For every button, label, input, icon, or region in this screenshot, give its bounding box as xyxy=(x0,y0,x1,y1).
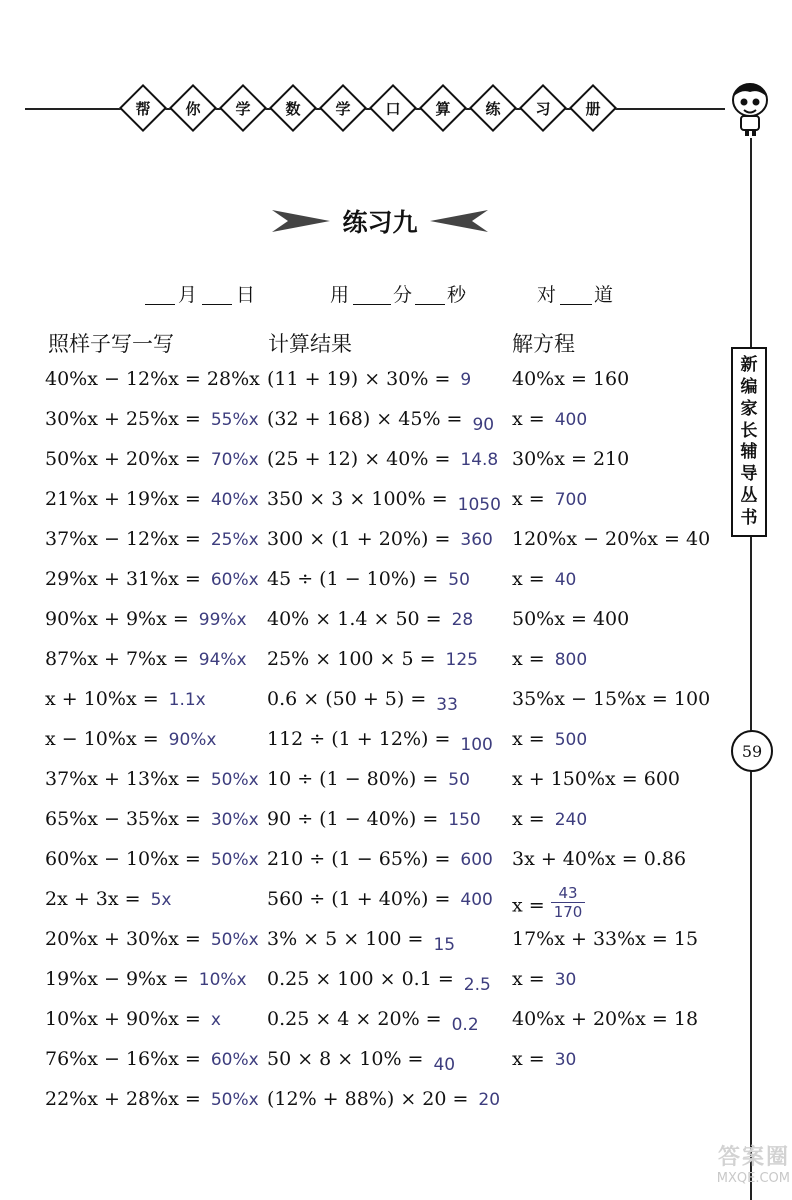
handwritten-answer: 60%x xyxy=(210,1050,259,1070)
handwritten-answer: 400 xyxy=(460,890,493,910)
example-cell xyxy=(45,1048,259,1070)
handwritten-answer: 600 xyxy=(460,850,493,870)
handwritten-answer: 90 xyxy=(472,415,495,435)
equation-cell xyxy=(512,1048,576,1070)
question-text: 37%x − 12%x = xyxy=(45,528,201,550)
handwritten-answer: 10%x xyxy=(198,970,247,990)
handwritten-answer: 15 xyxy=(433,935,456,955)
correct-label: 对 xyxy=(537,284,557,306)
seconds-blank[interactable] xyxy=(415,304,445,305)
title-block xyxy=(270,196,490,246)
banner-diamond xyxy=(468,85,518,131)
watermark-url: MXQE.COM xyxy=(716,1171,790,1186)
banner-char: 学 xyxy=(335,99,351,118)
compute-cell xyxy=(267,888,493,910)
question-text: x + 10%x = xyxy=(45,688,159,710)
question-text: x = xyxy=(512,808,545,830)
banner-diamond xyxy=(318,85,368,131)
compute-cell xyxy=(267,808,481,830)
compute-cell xyxy=(267,968,491,995)
banner-diamond xyxy=(268,85,318,131)
question-text: 22%x + 28%x = xyxy=(45,1088,201,1110)
question-text: 90%x + 9%x = xyxy=(45,608,189,630)
question-text: 3x + 40%x = 0.86 xyxy=(512,848,687,870)
handwritten-answer: 94%x xyxy=(198,650,247,670)
handwritten-answer: 25%x xyxy=(210,530,259,550)
handwritten-answer: 400 xyxy=(554,410,588,430)
question-text: 37%x + 13%x = xyxy=(45,768,201,790)
equation-cell xyxy=(512,528,710,550)
equation-cell xyxy=(512,368,629,390)
question-text: 40%x − 12%x = 28%x xyxy=(45,368,260,390)
equation-cell xyxy=(512,648,587,670)
compute-cell xyxy=(267,1008,479,1035)
banner-diamond xyxy=(368,85,418,131)
question-text: 40%x + 20%x = 18 xyxy=(512,1008,699,1030)
handwritten-answer: 1050 xyxy=(457,495,501,515)
handwritten-answer: 40%x xyxy=(210,490,259,510)
handwritten-answer: 700 xyxy=(554,490,588,510)
example-cell xyxy=(45,848,259,870)
banner-diamond xyxy=(218,85,268,131)
mascot-icon xyxy=(725,80,775,138)
equation-cell xyxy=(512,608,629,630)
handwritten-answer: 70%x xyxy=(210,450,259,470)
equation-cell xyxy=(512,688,710,710)
use-label: 用 xyxy=(330,284,350,306)
banner-char: 练 xyxy=(485,99,501,118)
example-cell xyxy=(45,448,259,470)
banner-char: 算 xyxy=(435,99,451,118)
example-cell xyxy=(45,888,171,910)
date-line xyxy=(0,280,792,310)
fraction-denominator: 170 xyxy=(553,903,583,921)
handwritten-answer: 50%x xyxy=(210,850,259,870)
question-text: 20%x + 30%x = xyxy=(45,928,201,950)
handwritten-answer: 40 xyxy=(433,1055,456,1075)
question-text: 87%x + 7%x = xyxy=(45,648,189,670)
section-header-examples: 照样子写一写 xyxy=(48,332,174,356)
exercise-row xyxy=(0,968,792,1008)
correct-blank[interactable] xyxy=(560,304,592,305)
equation-cell xyxy=(512,808,587,830)
minutes-label: 分 xyxy=(393,284,413,306)
compute-cell xyxy=(267,448,498,470)
handwritten-answer: 60%x xyxy=(210,570,259,590)
section-header-equations: 解方程 xyxy=(512,332,575,356)
example-cell xyxy=(45,1008,221,1030)
handwritten-answer: 1.1x xyxy=(168,690,206,710)
banner-diamond xyxy=(118,85,168,131)
question-text: 112 ÷ (1 + 12%) = xyxy=(267,728,451,750)
handwritten-answer: 50%x xyxy=(210,770,259,790)
question-text: 17%x + 33%x = 15 xyxy=(512,928,699,950)
question-text: 2x + 3x = xyxy=(45,888,141,910)
series-tag-char: 家 xyxy=(740,398,758,419)
header-banner xyxy=(118,85,618,131)
question-text: 21%x + 19%x = xyxy=(45,488,201,510)
exercise-row xyxy=(0,1048,792,1088)
handwritten-answer: 50 xyxy=(448,770,470,790)
day-blank[interactable] xyxy=(202,304,232,305)
equation-cell xyxy=(512,408,587,430)
equation-cell xyxy=(512,488,587,510)
banner-char: 学 xyxy=(235,99,251,118)
banner-diamond xyxy=(568,85,618,131)
banner-char: 你 xyxy=(185,99,201,118)
exercise-row xyxy=(0,928,792,968)
equation-cell xyxy=(512,1008,698,1030)
handwritten-answer: 30%x xyxy=(210,810,259,830)
handwritten-answer: 90%x xyxy=(168,730,217,750)
question-text: (32 + 168) × 45% = xyxy=(267,408,463,430)
compute-cell xyxy=(267,928,456,955)
compute-cell xyxy=(267,728,493,755)
equation-cell xyxy=(512,768,680,790)
question-text: x = xyxy=(512,568,545,590)
compute-cell xyxy=(267,648,478,670)
handwritten-answer: 20 xyxy=(478,1090,501,1110)
question-text: 50%x = 400 xyxy=(512,608,630,630)
question-text: 30%x = 210 xyxy=(512,448,630,470)
example-cell xyxy=(45,368,260,390)
question-text: 76%x − 16%x = xyxy=(45,1048,201,1070)
question-text: 0.6 × (50 + 5) = xyxy=(267,688,427,710)
question-text: 29%x + 31%x = xyxy=(45,568,201,590)
exercise-row xyxy=(0,568,792,608)
exercise-row xyxy=(0,1008,792,1048)
handwritten-answer: 9 xyxy=(460,370,472,390)
day-label: 日 xyxy=(236,284,256,306)
compute-cell xyxy=(267,488,501,515)
compute-cell xyxy=(267,848,493,870)
watermark-brand: 答案圈 xyxy=(717,1145,790,1170)
minutes-blank[interactable] xyxy=(353,304,391,305)
exercise-row xyxy=(0,368,792,408)
page-number: 59 xyxy=(731,730,773,772)
example-cell xyxy=(45,568,259,590)
example-cell xyxy=(45,928,259,950)
handwritten-answer: x xyxy=(210,1010,221,1030)
example-cell xyxy=(45,968,247,990)
banner-char: 册 xyxy=(585,99,601,118)
handwritten-answer: 30 xyxy=(554,1050,577,1070)
question-text: 350 × 3 × 100% = xyxy=(267,488,448,510)
equation-cell xyxy=(512,448,629,470)
question-text: x = xyxy=(512,728,545,750)
question-text: x = xyxy=(512,968,545,990)
compute-cell xyxy=(267,1088,500,1110)
handwritten-answer: 2.5 xyxy=(463,975,491,995)
handwritten-answer: 5x xyxy=(150,890,172,910)
exercise-row xyxy=(0,485,792,528)
section-header-compute: 计算结果 xyxy=(268,332,352,356)
question-text: 30%x + 25%x = xyxy=(45,408,201,430)
banner-diamond xyxy=(168,85,218,131)
series-tag-char: 丛 xyxy=(740,485,758,506)
question-text: 35%x − 15%x = 100 xyxy=(512,688,711,710)
banner-diamond xyxy=(518,85,568,131)
exercise-row xyxy=(0,768,792,808)
example-cell xyxy=(45,648,247,670)
example-cell xyxy=(45,768,259,790)
question-text: 0.25 × 100 × 0.1 = xyxy=(267,968,454,990)
handwritten-answer: 0.2 xyxy=(451,1015,479,1035)
handwritten-answer: 50%x xyxy=(210,930,259,950)
compute-cell xyxy=(267,768,470,790)
handwritten-answer: 99%x xyxy=(198,610,247,630)
handwritten-answer: 40 xyxy=(554,570,577,590)
question-text: x = xyxy=(512,1048,545,1070)
handwritten-answer: 150 xyxy=(448,810,481,830)
exercise-row xyxy=(0,528,792,568)
handwritten-answer: 50 xyxy=(448,570,470,590)
handwritten-answer: 500 xyxy=(554,730,588,750)
equation-cell xyxy=(512,728,587,750)
question-text: 25% × 100 × 5 = xyxy=(267,648,436,670)
compute-cell xyxy=(267,368,471,390)
example-cell xyxy=(45,608,247,630)
banner-char: 数 xyxy=(285,99,301,118)
exercise-row xyxy=(0,688,792,728)
questions-label: 道 xyxy=(594,284,614,306)
series-tag-char: 书 xyxy=(740,507,758,528)
question-text: 50 × 8 × 10% = xyxy=(267,1048,424,1070)
exercise-row xyxy=(0,884,792,928)
equation-cell xyxy=(512,848,686,870)
exercise-row xyxy=(0,848,792,888)
exercise-row xyxy=(0,608,792,648)
compute-cell xyxy=(267,1048,456,1075)
example-cell xyxy=(45,488,259,510)
month-label: 月 xyxy=(178,284,198,306)
equation-cell xyxy=(512,928,698,950)
question-text: x + 150%x = 600 xyxy=(512,768,681,790)
handwritten-answer: 100 xyxy=(460,735,493,755)
exercise-row xyxy=(0,448,792,488)
question-text: 120%x − 20%x = 40 xyxy=(512,528,711,550)
exercise-row xyxy=(0,648,792,688)
example-cell xyxy=(45,808,259,830)
series-tag-char: 导 xyxy=(740,464,758,485)
exercise-row xyxy=(0,728,792,768)
question-text: 50%x + 20%x = xyxy=(45,448,201,470)
handwritten-answer: 30 xyxy=(554,970,577,990)
example-cell xyxy=(45,688,206,710)
question-text: 45 ÷ (1 − 10%) = xyxy=(267,568,439,590)
question-text: x = xyxy=(512,648,545,670)
handwritten-answer: 33 xyxy=(436,695,458,715)
seconds-label: 秒 xyxy=(447,284,467,306)
question-text: x = xyxy=(512,488,545,510)
handwritten-answer: 28 xyxy=(451,610,474,630)
compute-cell xyxy=(267,688,458,715)
handwritten-answer: 240 xyxy=(554,810,588,830)
watermark xyxy=(660,1140,790,1186)
question-text: 560 ÷ (1 + 40%) = xyxy=(267,888,451,910)
question-text: 10%x + 90%x = xyxy=(45,1008,201,1030)
question-text: 0.25 × 4 × 20% = xyxy=(267,1008,442,1030)
exercise-row xyxy=(0,408,792,448)
handwritten-answer: 360 xyxy=(460,530,493,550)
question-text: x = xyxy=(512,894,545,917)
handwritten-answer: 55%x xyxy=(210,410,259,430)
compute-cell xyxy=(267,408,495,435)
equation-cell xyxy=(512,968,576,990)
example-cell xyxy=(45,408,259,430)
question-text: x = xyxy=(512,408,545,430)
series-tag-char: 编 xyxy=(740,377,758,398)
handwritten-answer: 125 xyxy=(445,650,478,670)
page-title: 练习九 xyxy=(342,208,418,237)
question-text: 90 ÷ (1 − 40%) = xyxy=(267,808,439,830)
month-blank[interactable] xyxy=(145,304,175,305)
example-cell xyxy=(45,1088,259,1110)
example-cell xyxy=(45,728,216,750)
example-cell xyxy=(45,528,259,550)
question-text: 40% × 1.4 × 50 = xyxy=(267,608,442,630)
equation-cell xyxy=(512,884,585,925)
fraction-numerator: 43 xyxy=(551,884,586,903)
handwritten-answer: 800 xyxy=(554,650,588,670)
series-tag-char: 新 xyxy=(740,355,758,376)
handwritten-answer: 50%x xyxy=(210,1090,259,1110)
question-text: 300 × (1 + 20%) = xyxy=(267,528,451,550)
banner-char: 口 xyxy=(385,99,401,118)
handwritten-answer: 14.8 xyxy=(460,450,499,470)
series-tag-char: 长 xyxy=(740,420,758,441)
banner-char: 习 xyxy=(535,99,551,118)
compute-cell xyxy=(267,568,470,590)
question-text: 60%x − 10%x = xyxy=(45,848,201,870)
question-text: (11 + 19) × 30% = xyxy=(267,368,451,390)
question-text: 210 ÷ (1 − 65%) = xyxy=(267,848,451,870)
equation-cell xyxy=(512,568,576,590)
question-text: 10 ÷ (1 − 80%) = xyxy=(267,768,439,790)
banner-char: 帮 xyxy=(135,99,151,118)
fraction-answer xyxy=(551,884,586,921)
question-text: 40%x = 160 xyxy=(512,368,630,390)
exercise-row xyxy=(0,808,792,848)
question-text: 3% × 5 × 100 = xyxy=(267,928,424,950)
compute-cell xyxy=(267,528,493,550)
question-text: (12% + 88%) × 20 = xyxy=(267,1088,469,1110)
question-text: (25 + 12) × 40% = xyxy=(267,448,451,470)
exercise-row xyxy=(0,1088,792,1128)
question-text: 65%x − 35%x = xyxy=(45,808,201,830)
series-tag-char: 辅 xyxy=(740,442,758,463)
compute-cell xyxy=(267,608,473,630)
question-text: 19%x − 9%x = xyxy=(45,968,189,990)
question-text: x − 10%x = xyxy=(45,728,159,750)
banner-diamond xyxy=(418,85,468,131)
